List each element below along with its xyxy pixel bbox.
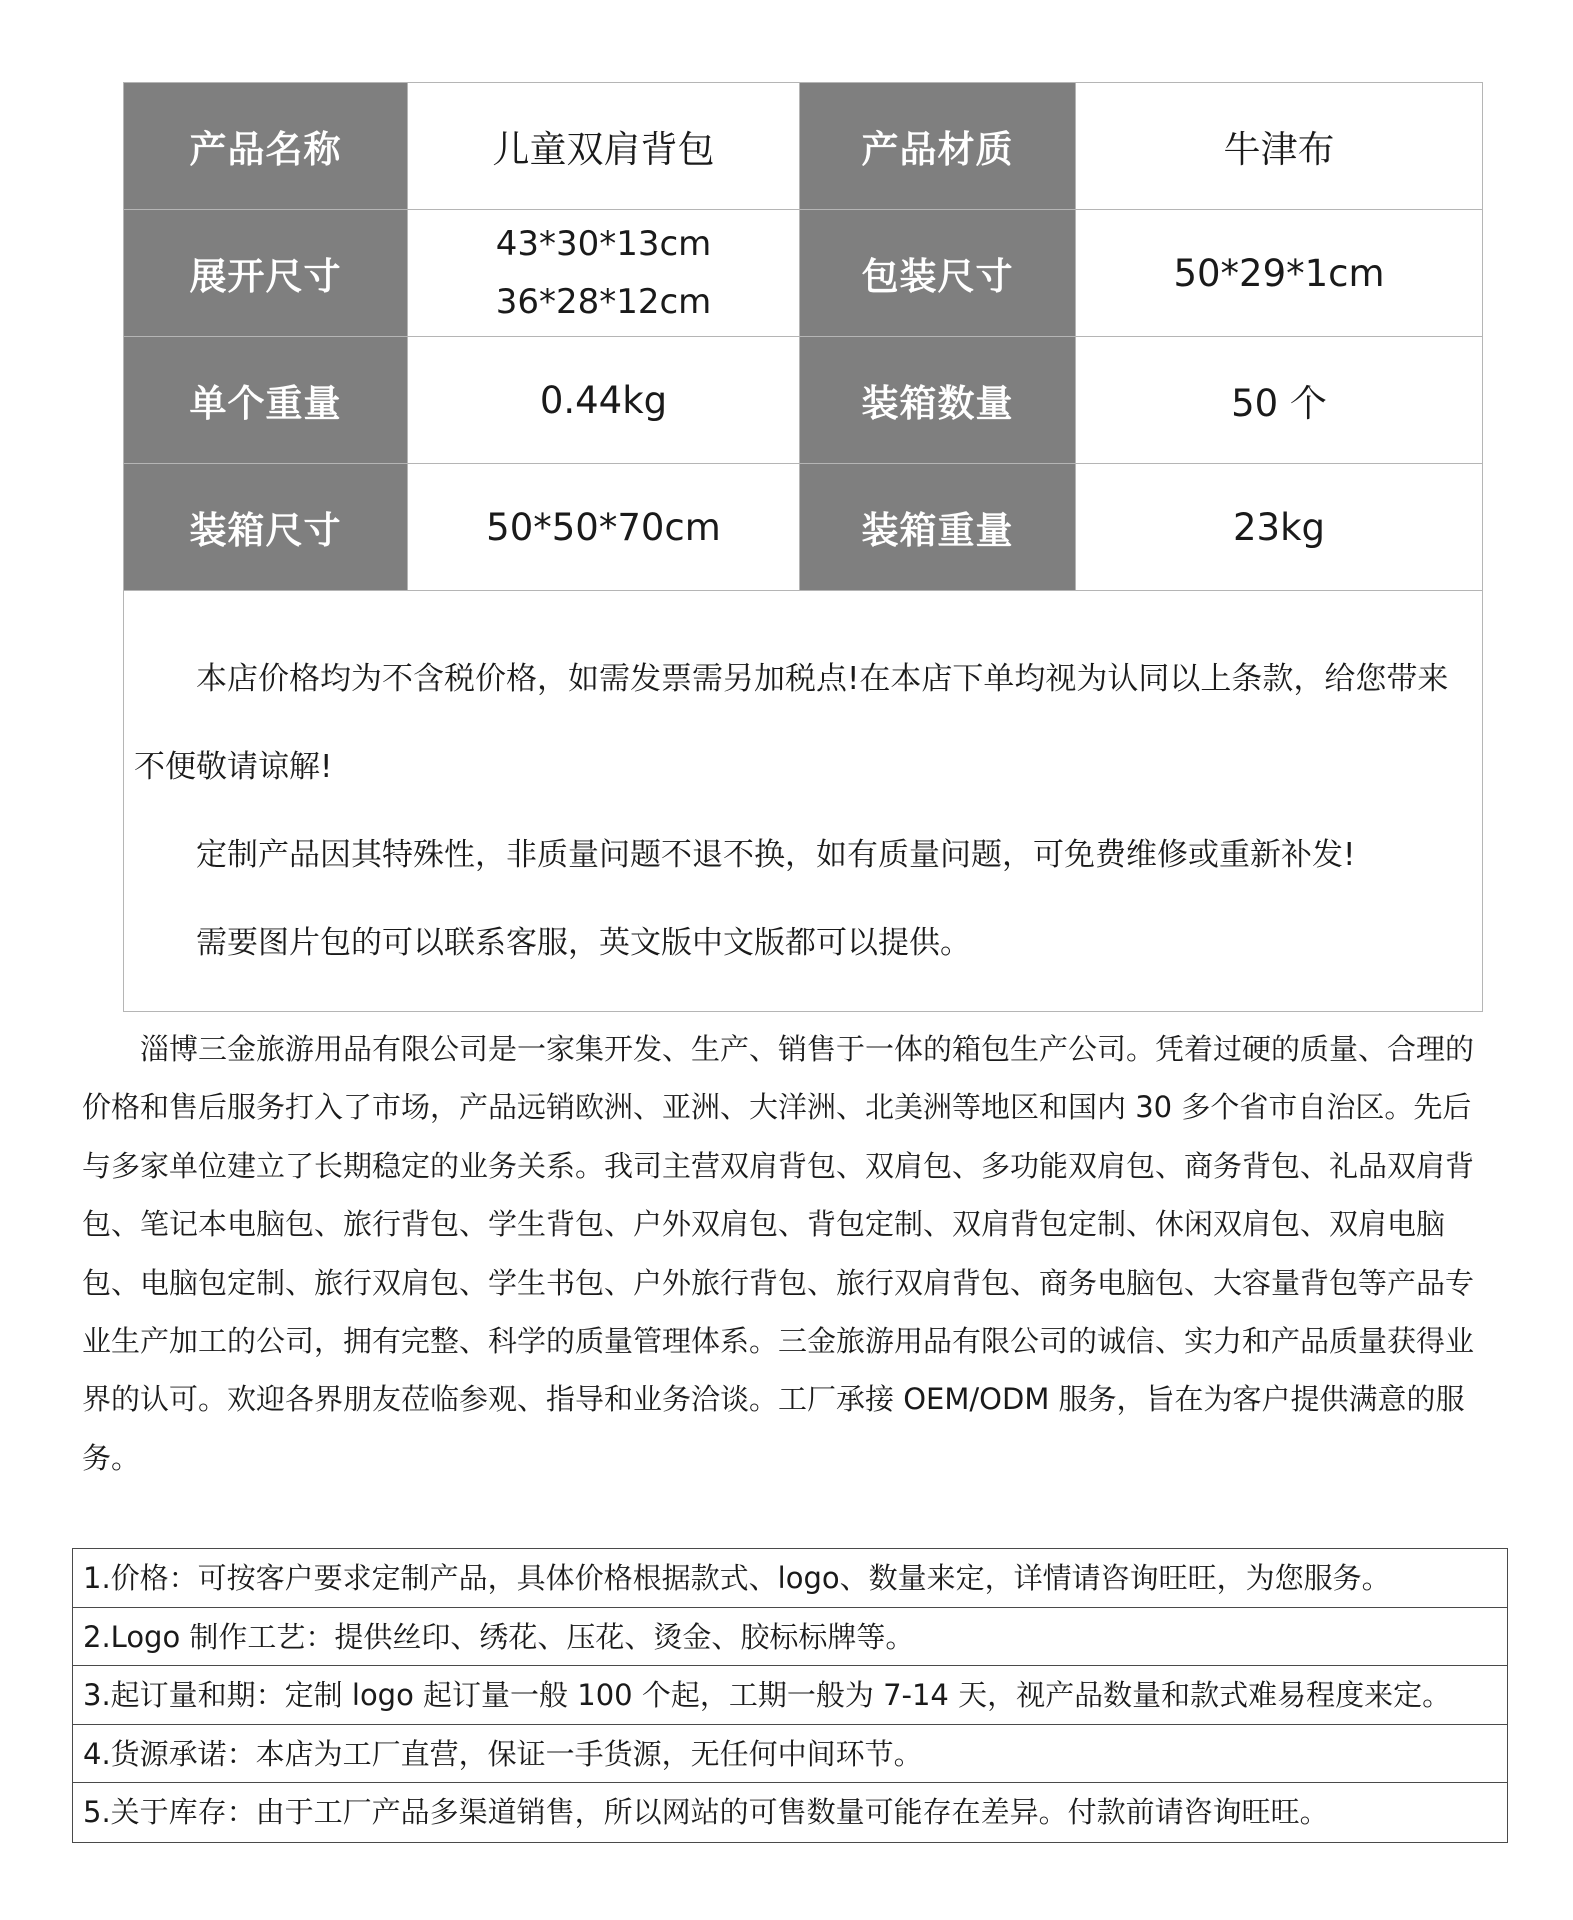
unfolded-size-line-2: 36*28*12cm: [495, 282, 712, 322]
label-carton-quantity: 装箱数量: [800, 337, 1076, 464]
value-material: 牛津布: [1076, 83, 1483, 210]
note-image-pack: 需要图片包的可以联系客服，英文版中文版都可以提供。: [196, 925, 971, 961]
label-material: 产品材质: [800, 83, 1076, 210]
spec-row-carton-size: [124, 464, 1483, 591]
spec-row-unfolded-size: [124, 210, 1483, 337]
label-package-size: 包装尺寸: [800, 210, 1076, 337]
product-spec-table: [123, 82, 1483, 1012]
service-term-inventory: 5.关于库存：由于工厂产品多渠道销售，所以网站的可售数量可能存在差异。付款前请咨询旺旺。: [83, 1795, 1329, 1830]
label-product-name: 产品名称: [124, 83, 408, 210]
spec-row-unit-weight: [124, 337, 1483, 464]
label-unfolded-size: 展开尺寸: [124, 210, 408, 337]
store-notes: [124, 591, 1483, 1012]
note-tax: 本店价格均为不含税价格，如需发票需另加税点!在本店下单均视为认同以上条款，给您带来不便敬请谅解!: [134, 661, 1449, 785]
service-terms-list: [72, 1548, 1508, 1843]
spec-row-product-name: [124, 83, 1483, 210]
spec-row-notes: [124, 591, 1483, 1012]
value-carton-weight: 23kg: [1076, 464, 1483, 591]
service-term-source: 4.货源承诺：本店为工厂直营，保证一手货源，无任何中间环节。: [73, 1725, 1507, 1784]
unfolded-size-line-1: 43*30*13cm: [495, 224, 712, 264]
value-unit-weight: 0.44kg: [408, 337, 800, 464]
service-term-moq-leadtime: 3.起订量和期：定制 logo 起订量一般 100 个起，工期一般为 7-14 天，视产品数量和款式难易程度来定。: [73, 1666, 1507, 1725]
label-carton-size: 装箱尺寸: [124, 464, 408, 591]
value-unfolded-size: [408, 210, 800, 337]
value-package-size: 50*29*1cm: [1076, 210, 1483, 337]
value-product-name: 儿童双肩背包: [408, 83, 800, 210]
value-carton-quantity: 50 个: [1076, 337, 1483, 464]
label-carton-weight: 装箱重量: [800, 464, 1076, 591]
label-unit-weight: 单个重量: [124, 337, 408, 464]
company-intro: 淄博三金旅游用品有限公司是一家集开发、生产、销售于一体的箱包生产公司。凭着过硬的质量、合理的价格和售后服务打入了市场，产品远销欧洲、亚洲、大洋洲、北美洲等地区和国内 30 多个省市自治区。先后与多家单位建立了长期稳定的业务关系。我司主营双肩背包、双肩包、多功能双肩包、商务背包、礼品双肩背包、笔记本电脑包、旅行背包、学生背包、户外双肩包、背包定制、双肩背包定制、休闲双肩包、双肩电脑包、电脑包定制、旅行双肩包、学生书包、户外旅行背包、旅行双肩背包、商务电脑包、大容量背包等产品专业生产加工的公司，拥有完整、科学的质量管理体系。三金旅游用品有限公司的诚信、实力和产品质量获得业界的认可。欢迎各界朋友莅临参观、指导和业务洽谈。工厂承接 OEM/ODM 服务，旨在为客户提供满意的服务。: [82, 1032, 1475, 1475]
value-carton-size: 50*50*70cm: [408, 464, 800, 591]
service-term-logo-craft: 2.Logo 制作工艺：提供丝印、绣花、压花、烫金、胶标标牌等。: [73, 1608, 1507, 1667]
service-term-price: 1.价格：可按客户要求定制产品，具体价格根据款式、logo、数量来定，详情请咨询旺旺，为您服务。: [73, 1549, 1507, 1608]
note-return-policy: 定制产品因其特殊性，非质量问题不退不换，如有质量问题，可免费维修或重新补发!: [196, 837, 1356, 873]
